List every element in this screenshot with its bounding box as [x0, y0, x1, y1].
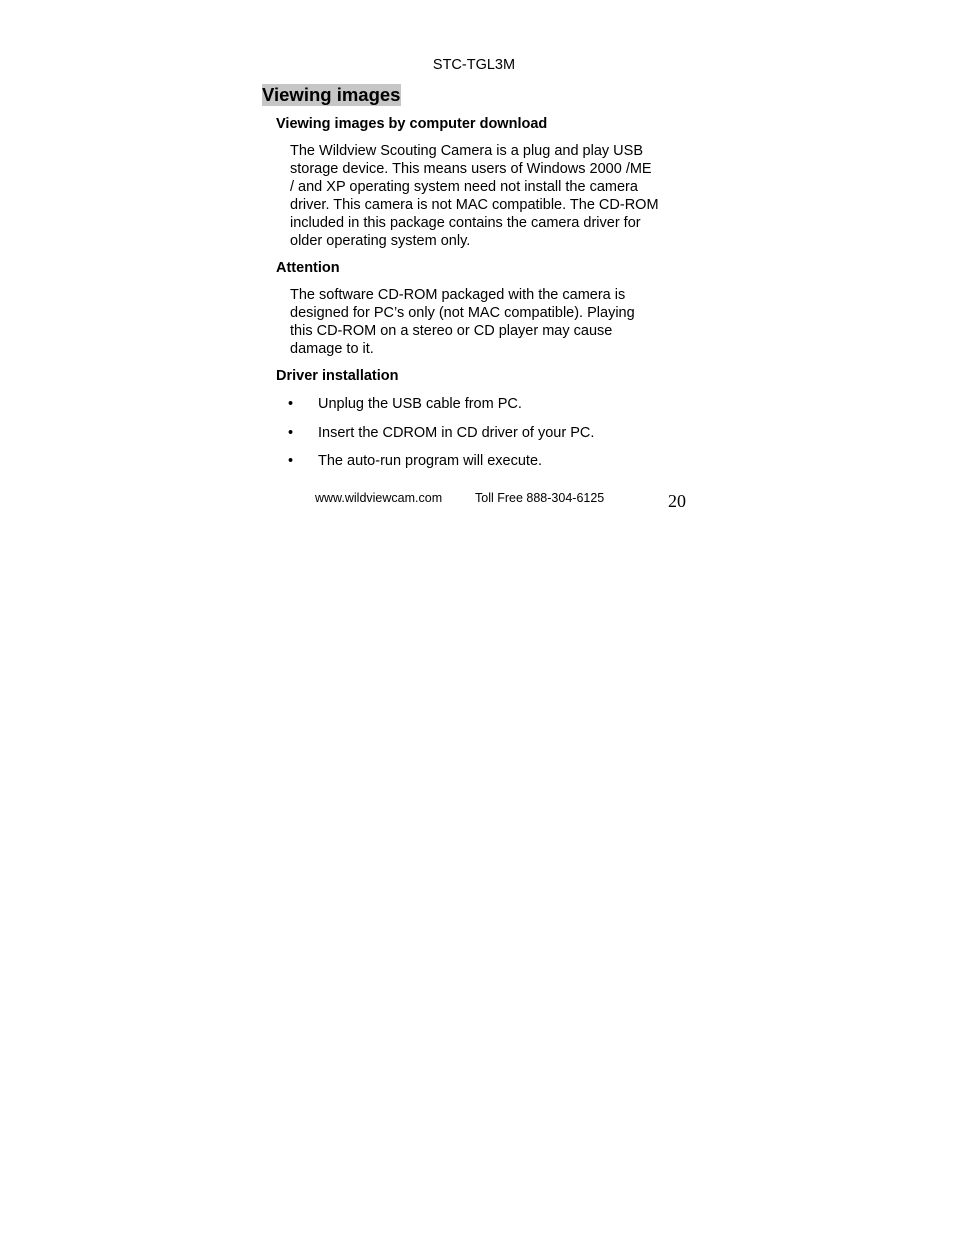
attention-line: this CD-ROM on a stereo or CD player may cause	[290, 323, 613, 339]
attention-heading: Attention	[276, 260, 340, 276]
download-line: The Wildview Scouting Camera is a plug and play USB	[290, 143, 643, 159]
attention-paragraph	[290, 286, 690, 358]
page-header: STC-TGL3M	[432, 57, 516, 73]
bullet-icon: •	[288, 453, 294, 469]
download-line: storage device. This means users of Windows 2000 /ME	[290, 161, 652, 177]
driver-steps-list	[288, 395, 594, 481]
attention-line: designed for PC’s only (not MAC compatible). Playing	[290, 305, 635, 321]
list-item	[288, 452, 594, 481]
download-paragraph	[290, 142, 690, 250]
attention-line: The software CD-ROM packaged with the camera is	[290, 287, 626, 303]
page-number: 20	[668, 491, 686, 511]
driver-heading: Driver installation	[276, 368, 399, 384]
list-item-text: The auto-run program will execute.	[318, 453, 543, 469]
attention-line: damage to it.	[290, 341, 374, 357]
section-title: Viewing images	[262, 84, 401, 105]
list-item	[288, 424, 594, 453]
footer-phone: Toll Free 888-304-6125	[475, 491, 605, 505]
list-item-text: Unplug the USB cable from PC.	[318, 396, 522, 412]
download-line: driver. This camera is not MAC compatible. The CD-ROM	[290, 197, 659, 213]
download-heading: Viewing images by computer download	[276, 116, 548, 132]
download-line: older operating system only.	[290, 233, 471, 249]
list-item	[288, 395, 594, 424]
list-item-text: Insert the CDROM in CD driver of your PC.	[318, 424, 595, 441]
download-line: included in this package contains the camera driver for	[290, 215, 641, 231]
download-line: / and XP operating system need not install the camera	[290, 179, 638, 195]
bullet-icon: •	[288, 424, 294, 441]
footer-website: www.wildviewcam.com	[315, 491, 443, 505]
bullet-icon: •	[288, 396, 294, 412]
